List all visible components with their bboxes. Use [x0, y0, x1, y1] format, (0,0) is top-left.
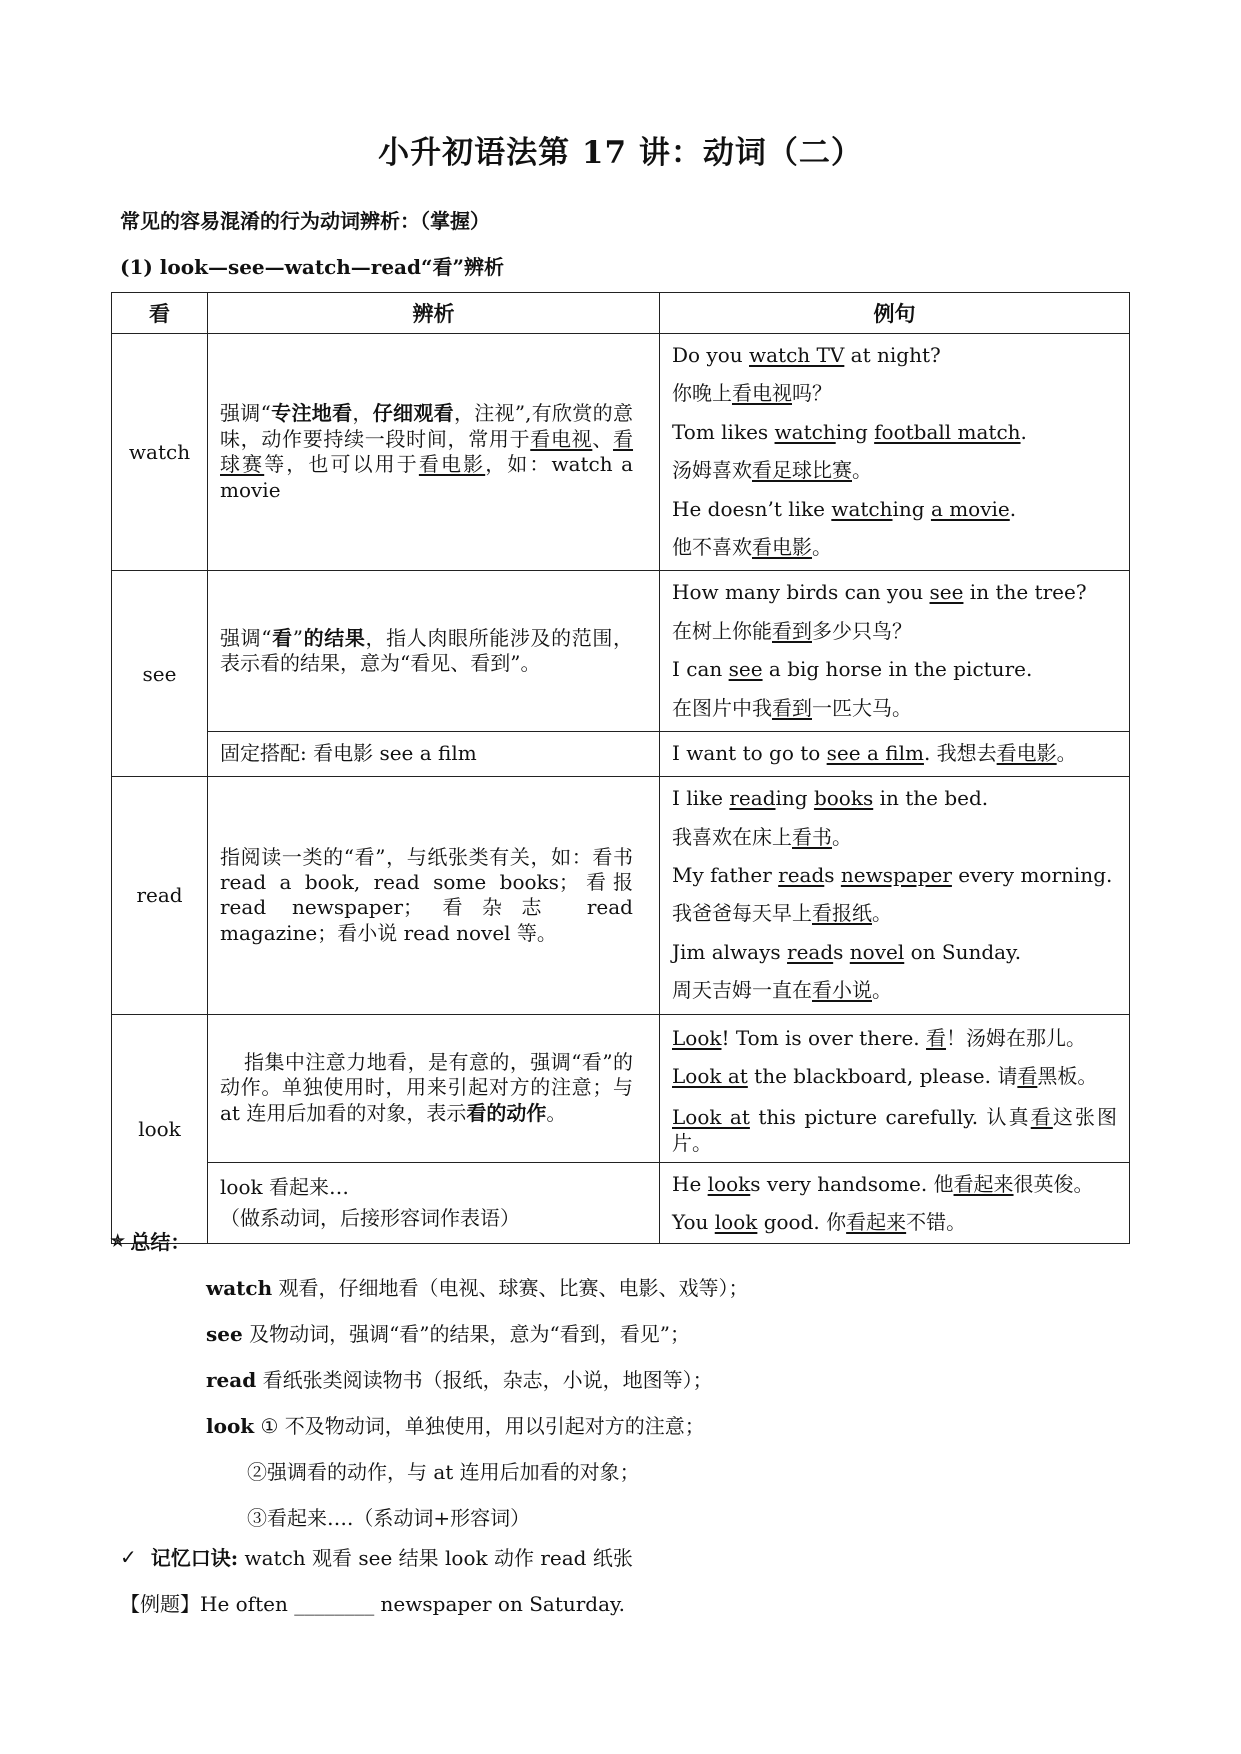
bold-text: 专注地看 [270, 401, 353, 426]
note-line: （做系动词，后接形容词作表语） [220, 1206, 520, 1231]
examples-cell-watch [660, 334, 1130, 571]
text-run: How many birds can you [672, 580, 930, 605]
summary-text: 观看，仔细地看（电视、球赛、比赛、电影、戏等）； [272, 1276, 749, 1300]
analysis-cell-see [208, 571, 660, 732]
underlined-text: watch TV [749, 343, 845, 367]
example-line [672, 650, 1117, 688]
text-run: ，如：watch a movie [220, 452, 634, 502]
underlined-text: football match [874, 419, 1021, 444]
table-row-see [112, 571, 1130, 732]
text-run: 周天吉姆一直在 [672, 978, 812, 1003]
example-line [672, 1165, 1117, 1203]
underlined-text: 看球赛 [220, 426, 634, 477]
text-run: ！汤姆在那儿。 [946, 1025, 1087, 1050]
underlined-text: books [813, 786, 874, 811]
summary-section [111, 1226, 1111, 1530]
bold-text: 看的动作 [466, 1100, 547, 1125]
text-run: He [672, 1171, 708, 1196]
star-icon: ✮ [111, 1230, 125, 1250]
page-title: 小升初语法第 17 讲：动词（二） [378, 135, 863, 171]
summary-keyword: watch [206, 1276, 273, 1300]
word-cell-see: see [112, 571, 208, 777]
table-row-see-fixed [112, 731, 1130, 776]
text-run: 多少只鸟？ [812, 618, 912, 643]
underlined-text: Look at [672, 1064, 748, 1089]
table-row-look [112, 1014, 1130, 1162]
summary-line-read [206, 1364, 713, 1393]
header-analysis: 辨析 [208, 293, 660, 334]
example-line [672, 490, 1117, 528]
text-run: 。 [872, 901, 892, 926]
word-cell-read: read [112, 777, 208, 1014]
text-run: Tom likes [672, 419, 775, 444]
note-line: look 看起来… [220, 1175, 349, 1200]
summary-line-look-2 [247, 1456, 640, 1485]
underlined-text: 看起来 [846, 1210, 907, 1235]
memory-tip [120, 1542, 633, 1571]
text-run: ，注视”,有欣赏的意味，动作要持续一段时间，常用于 [220, 401, 633, 451]
check-icon: ✓ [120, 1544, 137, 1569]
text-run: I like [672, 786, 730, 811]
text-run: 黑板。 [1037, 1064, 1098, 1089]
underlined-text: novel [849, 939, 905, 964]
underlined-text: 看 [1030, 1104, 1053, 1129]
text-run: 很英俊。 [1013, 1171, 1094, 1196]
text-run: 吗？ [792, 381, 832, 406]
bold-text: 看 [271, 625, 293, 650]
analysis-text-look [220, 1050, 633, 1126]
example-line [672, 612, 1117, 650]
underlined-text: Look at [672, 1104, 750, 1129]
underlined-text: look [714, 1210, 758, 1235]
text-run: 我爸爸每天早上 [672, 901, 812, 926]
text-run: 强调“ [220, 625, 272, 650]
analysis-text-read [220, 845, 633, 947]
analysis-cell-look [208, 1014, 660, 1162]
underlined-text: read [778, 863, 825, 888]
text-run: 在树上你能 [672, 618, 772, 643]
header-examples: 例句 [660, 293, 1130, 334]
example-line [672, 689, 1117, 727]
header-word: 看 [112, 293, 208, 334]
text-run: 指阅读一类的“看”，与纸张类有关，如：看书 read a book, read some books；看报 read newspaper；看杂志 read magazine；看小说 read novel 等。 [220, 844, 633, 945]
text-run: a big horse in the picture. [762, 657, 1033, 682]
underlined-text: Look [672, 1025, 722, 1050]
text-run: ! Tom is over there. [721, 1025, 927, 1050]
example-line [672, 818, 1117, 856]
text-run: 在图片中我 [672, 695, 772, 720]
example-line [672, 1019, 1117, 1057]
text-run: ” [292, 625, 303, 650]
text-run: . [1009, 496, 1017, 521]
table-row-watch [112, 334, 1130, 571]
section-heading: 常见的容易混淆的行为动词辨析：（掌握） [120, 209, 490, 233]
text-run: s [824, 863, 841, 888]
text-run: 。 [832, 824, 852, 849]
underlined-text: see [929, 580, 964, 605]
underlined-text: watch [831, 496, 893, 521]
underlined-text: 看电影 [418, 452, 486, 477]
example-line [672, 734, 1117, 772]
example-question: 【例题】He often ________ newspaper on Saturday. [120, 1592, 626, 1616]
underlined-text: 看报纸 [812, 901, 872, 926]
table-header-row [112, 293, 1130, 334]
summary-text: ②强调看的动作，与 at 连用后加看的对象； [247, 1460, 640, 1484]
underlined-text: 看电视 [530, 426, 593, 451]
summary-text: ③看起来….（系动词+形容词） [247, 1506, 531, 1530]
examples-cell-look [660, 1014, 1130, 1162]
subheading: (1) look—see—watch—read“看”辨析 [120, 255, 504, 279]
underlined-text: look [707, 1171, 751, 1196]
underlined-text: 看电影 [752, 534, 812, 559]
underlined-text: 看 [926, 1025, 947, 1050]
text-run: 、 [592, 426, 614, 451]
example-line [672, 894, 1117, 932]
example-line [672, 451, 1117, 489]
text-run: . [1020, 419, 1027, 444]
example-line [672, 374, 1117, 412]
word-cell-look: look [112, 1014, 208, 1244]
text-run: at night? [844, 343, 941, 367]
text-run: 这张图片。 [672, 1104, 1117, 1155]
text-run: this picture carefully. 认真 [749, 1104, 1031, 1129]
text-run: ， [352, 401, 373, 426]
underlined-text: a movie [930, 496, 1010, 521]
underlined-text: 看小说 [812, 978, 872, 1003]
text-run: 指集中注意力地看，是有意的，强调“看”的动作。单独使用时，用来引起对方的注意；与 at 连用后加看的对象，表示 [220, 1050, 633, 1125]
example-line [672, 856, 1117, 894]
text-run: 强调“ [220, 401, 271, 426]
analysis-text-see [220, 626, 633, 677]
summary-keyword: read [206, 1368, 257, 1392]
underlined-text: 看电视 [732, 381, 792, 406]
summary-text: 看纸张类阅读物书（报纸，杂志，小说，地图等）； [256, 1368, 713, 1392]
summary-line-look [206, 1410, 705, 1439]
underlined-text: newspaper [840, 863, 952, 888]
underlined-text: see a film [826, 740, 924, 765]
text-run: Jim always [672, 939, 788, 964]
analysis-cell-watch [208, 334, 660, 571]
example-line [672, 1104, 1117, 1156]
underlined-text: 看到 [772, 695, 812, 720]
example-line [672, 1057, 1117, 1095]
text-run: He doesn’t like [672, 496, 832, 521]
text-run: 。 [546, 1100, 567, 1125]
summary-keyword: see [206, 1322, 243, 1346]
underlined-text: 看 [1017, 1064, 1038, 1089]
text-run: You [672, 1210, 715, 1235]
text-run: 。 [812, 534, 832, 559]
bold-text: 仔细观看 [372, 401, 454, 426]
text-run: 。 [872, 978, 892, 1003]
text-run: s very handsome. 他 [750, 1171, 954, 1196]
text-run: ing [775, 786, 814, 811]
examples-cell-read [660, 777, 1130, 1014]
text-run: ，指人肉眼所能涉及的范围，表示看的结果，意为“看见、看到”。 [220, 625, 634, 676]
text-run: 。 [852, 458, 872, 483]
fixed-example-see [660, 731, 1130, 776]
text-run: in the tree? [963, 580, 1087, 605]
examples-cell-see [660, 571, 1130, 732]
text-run: 汤姆喜欢 [672, 458, 752, 483]
text-run: 不错。 [906, 1210, 967, 1235]
summary-line-see [206, 1318, 690, 1347]
underlined-text: read [787, 939, 834, 964]
analysis-cell-read [208, 777, 660, 1014]
text-run: the blackboard, please. 请 [747, 1064, 1018, 1089]
text-run: on Sunday. [904, 939, 1022, 964]
summary-text: ① 不及物动词，单独使用，用以引起对方的注意； [254, 1414, 705, 1438]
memory-tip-label: 记忆口诀: [150, 1546, 239, 1570]
text-run: 你晚上 [672, 381, 732, 406]
example-line [672, 336, 1117, 374]
text-run: ing [892, 496, 931, 521]
underlined-text: 看电影 [996, 740, 1057, 765]
summary-keyword: look [206, 1414, 255, 1438]
comparison-table [111, 292, 1130, 1244]
text-run: ing [835, 419, 875, 444]
text-run: I can [672, 657, 729, 682]
table-row-read [112, 777, 1130, 1014]
text-run: good. 你 [757, 1210, 847, 1235]
bold-text: 的结果 [302, 625, 366, 650]
example-line [672, 779, 1117, 817]
example-line [672, 933, 1117, 971]
summary-line-watch [206, 1272, 749, 1301]
summary-text: 及物动词，强调“看”的结果，意为“看到，看见”； [242, 1322, 690, 1346]
fixed-collocation-see: 固定搭配: 看电影 see a film [208, 731, 660, 776]
word-cell-watch: watch [112, 334, 208, 571]
underlined-text: read [729, 786, 776, 811]
text-run: . 我想去 [923, 740, 997, 765]
text-run: My father [672, 863, 779, 888]
text-run: 他不喜欢 [672, 534, 752, 559]
underlined-text: 看书 [792, 824, 832, 849]
example-line [672, 971, 1117, 1009]
memory-tip-text: watch 观看 see 结果 look 动作 read 纸张 [238, 1546, 633, 1570]
example-line [672, 573, 1117, 611]
text-run: every morning. [951, 863, 1113, 888]
summary-line-look-3 [247, 1502, 530, 1531]
example-line [672, 413, 1117, 451]
text-run: 等，也可以用于 [264, 452, 419, 477]
summary-heading [111, 1226, 1111, 1255]
text-run: 。 [1056, 740, 1077, 765]
text-run: 我喜欢在床上 [672, 824, 792, 849]
underlined-text: 看起来 [953, 1171, 1014, 1196]
underlined-text: 看足球比赛 [752, 458, 852, 483]
summary-heading-text: 总结： [130, 1230, 191, 1254]
text-run: in the bed. [873, 786, 989, 811]
text-run: 一匹大马。 [812, 695, 912, 720]
underlined-text: 看到 [772, 618, 812, 643]
example-line [672, 528, 1117, 566]
text-run: Do you [672, 343, 750, 367]
analysis-text-watch [220, 401, 633, 503]
underlined-text: watch [774, 419, 836, 444]
text-run: s [833, 939, 850, 964]
text-run: I want to go to [672, 740, 827, 765]
underlined-text: see [728, 657, 763, 682]
